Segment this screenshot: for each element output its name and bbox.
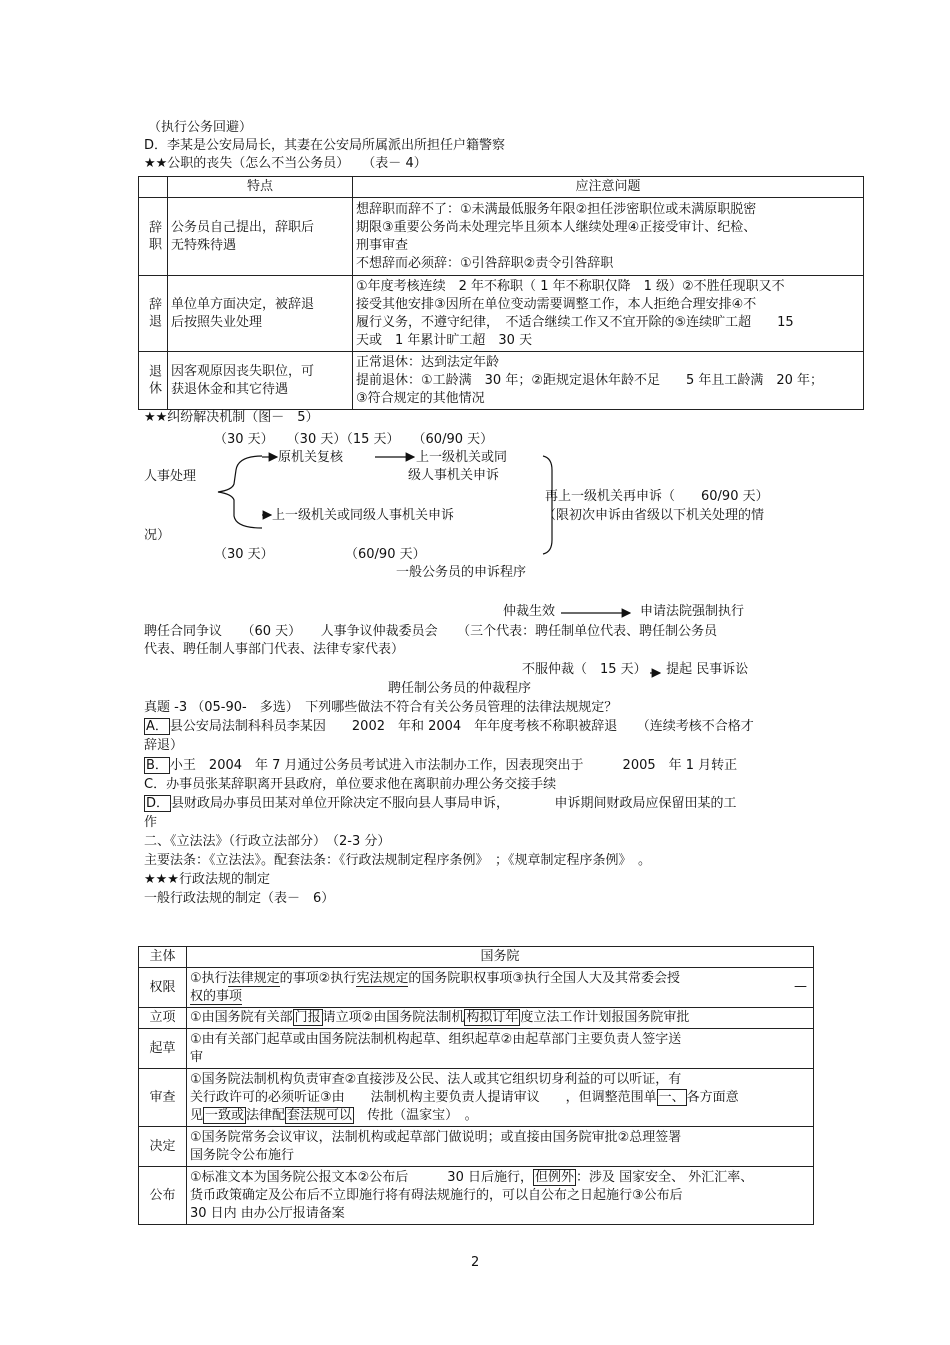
text-line: D．李某是公安局局长，其妻在公安局所属派出所担任户籍警察 <box>144 138 506 153</box>
figure-caption: 一般公务员的申诉程序 <box>396 565 527 580</box>
section-heading: ★★公职的丧失（怎么不当公务员） （表－ 4） <box>144 156 427 171</box>
option-d: D． 县财政局办事员田某对单位开除决定不服向县人事局申诉， 申诉期间财政局应保留田某的工 <box>146 796 737 811</box>
text-line: 一般行政法规的制定（表－ 6） <box>144 891 335 906</box>
row-notes: 正常退休：达到法定年龄 提前退休：①工龄满 30 年；②距规定退休年龄不足 5 年且工龄满 20 年； ③符合规定的其他情况 <box>353 352 864 410</box>
note: （限初次申诉由省级以下机关处理的情 <box>543 508 765 523</box>
option-a: A． 县公安局法制科科员李某因 2002 年和 2004 年年度考核不称职被辞退 （连续考核不合格才 <box>146 719 754 734</box>
row-value: ①执行法律规定的事项②执行宪法规定的国务院职权事项③执行全国人大及其常委会授 权的事项 — <box>187 968 814 1008</box>
option-b: B． 小王 2004 年 7 月通过公务员考试进入市法制办工作，因表现突出于 2005 年 1 月转正 <box>146 758 738 773</box>
row-label: 公布 <box>139 1167 187 1225</box>
flow-node-effective: 仲裁生效 <box>503 604 556 619</box>
row-value: ①由国务院有关部 门报 请立项②由国务院法制机 构拟订年 度立法工作计划报国务院审批 <box>187 1008 814 1029</box>
left-brace <box>218 456 262 528</box>
row-type: 辞退 <box>139 276 168 352</box>
flow-node-upper-appeal: 上一级机关或同 <box>416 450 508 465</box>
days-label: （30 天） （30 天）（15 天） （60/90 天） <box>214 432 494 447</box>
option-d-cont: 作 <box>144 815 158 830</box>
flow-node-dissatisfied: 不服仲裁（ 15 天） 提起 民事诉讼 <box>522 662 749 677</box>
figure-caption: 聘任制公务员的仲裁程序 <box>388 681 532 696</box>
row-label: 立项 <box>139 1008 187 1029</box>
flow-node-review: 原机关复核 <box>278 450 344 465</box>
note: 代表、聘任制人事部门代表、法律专家代表） <box>144 642 405 657</box>
text-line: （执行公务回避） <box>148 120 253 135</box>
row-label: 主体 <box>139 947 187 968</box>
row-value: ①国务院法制机构负责审查②直接涉及公民、法人或其它组织切身利益的可以听证，有 关行政许可的必须听证③由 法制机构主要负责人提请审议 ，但调整范围单 一、 各方面意 见 一致或 法律配 套法规可以 传批（温家宝） 。 <box>187 1069 814 1127</box>
row-type: 辞职 <box>139 198 168 276</box>
days-label: （60/90 天） <box>345 547 426 562</box>
days-label: （30 天） <box>214 547 274 562</box>
row-value: ①标准文本为国务院公报文本②公布后 30 日后施行， 但例外 ：涉及 国家安全、 外汇汇率、 货币政策确定及公布后不立即施行将有碍法规施行的，可以自公布之日起施行③公布后 30 日内 由办公厅报请备案 <box>187 1167 814 1225</box>
column-header: 应注意问题 <box>353 177 864 198</box>
flow-node-personnel: 人事处理 <box>144 469 197 484</box>
row-label: 权限 <box>139 968 187 1008</box>
flow-node-enforce: 申请法院强制执行 <box>640 604 745 619</box>
flow-node-reappeal: 再上一级机关再申诉（ 60/90 天） <box>545 489 769 504</box>
flow-node-upper-appeal: 级人事机关申诉 <box>408 468 500 483</box>
column-header: 特点 <box>168 177 353 198</box>
row-label: 审查 <box>139 1069 187 1127</box>
section-title: 二、《立法法》（行政立法部分） （2-3 分） <box>144 834 391 849</box>
page-number: 2 <box>471 1255 480 1270</box>
row-feature: 因客观原因丧失职位，可获退休金和其它待遇 <box>168 352 353 410</box>
row-feature: 单位单方面决定，被辞退后按照失业处理 <box>168 276 353 352</box>
row-label: 决定 <box>139 1127 187 1167</box>
text-line: 主要法条：《立法法》。配套法条：《行政法规制定程序条例》 ；《规章制定程序条例》 。 <box>144 853 652 868</box>
row-notes: ①年度考核连续 2 年不称职（ 1 年不称职仅降 1 级）②不胜任现职又不 接受其他安排③因所在单位变动需要调整工作，本人拒绝合理安排④不 履行义务，不遵守纪律， 不适合继续工作又不宜开除的⑤连续旷工超 15 天或 1 年累计旷工超 30 天 <box>353 276 864 352</box>
row-type: 退休 <box>139 352 168 410</box>
row-feature: 公务员自己提出，辞职后无特殊待遇 <box>168 198 353 276</box>
question-stem: 真题 -3 （05-90- 多选） 下列哪些做法不符合有关公务员管理的法律法规规定？ <box>144 700 618 715</box>
row-value: ①国务院常务会议审议，法制机构或起草部门做说明；或直接由国务院审批②总理签署 国务院令公布施行 <box>187 1127 814 1167</box>
flow-node-direct-appeal: 上一级机关或同级人事机关申诉 <box>272 508 455 523</box>
section-heading: ★★★行政法规的制定 <box>144 872 270 887</box>
section-heading: ★★纠纷解决机制（图－ 5） <box>144 410 319 425</box>
option-c: C．办事员张某辞职离开县政府，单位要求他在离职前办理公务交接手续 <box>144 777 557 792</box>
row-value: 国务院 <box>187 947 814 968</box>
right-brace <box>543 456 552 554</box>
option-a-cont: 辞退） <box>144 738 184 753</box>
flow-node-contract: 聘任合同争议 （60 天） 人事争议仲裁委员会 （三个代表：聘任制单位代表、聘任制公务员 <box>144 624 718 639</box>
note: 况） <box>144 528 171 543</box>
row-notes: 想辞职而辞不了：①未满最低服务年限②担任涉密职位或未满原职脱密 期限③重要公务尚未处理完毕且须本人继续处理④正接受审计、纪检、 刑事审查 不想辞而必须辞：①引咎辞职②责令引咎辞职 <box>353 198 864 276</box>
row-value: ①由有关部门起草或由国务院法制机构起草、组织起草②由起草部门主要负责人签字送 审 <box>187 1029 814 1069</box>
row-label: 起草 <box>139 1029 187 1069</box>
